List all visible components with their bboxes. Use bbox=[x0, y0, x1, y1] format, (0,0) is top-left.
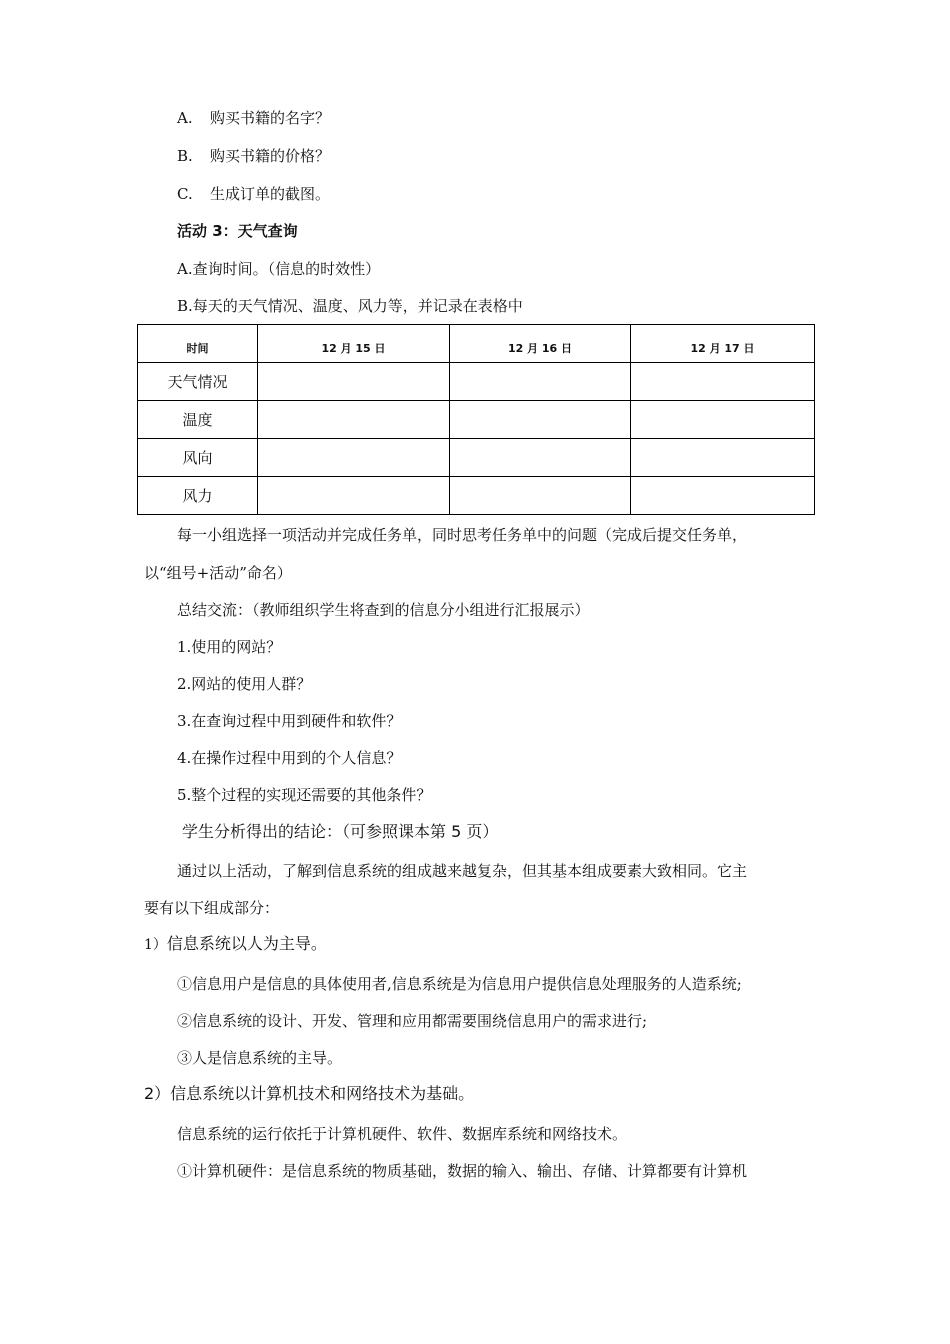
table-cell[interactable] bbox=[631, 363, 815, 401]
table-row bbox=[138, 439, 815, 477]
part1-number: 1） bbox=[144, 937, 167, 953]
question-5: 5.整个过程的实现还需要的其他条件？ bbox=[177, 786, 432, 804]
row-label-temperature: 温度 bbox=[138, 401, 258, 439]
option-letter: C. bbox=[177, 185, 193, 203]
part1-point-1: ①信息用户是信息的具体使用者,信息系统是为信息用户提供信息处理服务的人造系统; bbox=[177, 975, 742, 993]
row-label-wind-force: 风力 bbox=[138, 477, 258, 515]
part2-title: 2）信息系统以计算机技术和网络技术为基础。 bbox=[144, 1084, 475, 1103]
part1-point-3: ③人是信息系统的主导。 bbox=[177, 1049, 343, 1067]
header-date-3: 12 月 17 日 bbox=[631, 325, 815, 363]
task-line-2: 以“组号+活动”命名） bbox=[144, 564, 292, 582]
part1-point-2: ②信息系统的设计、开发、管理和应用都需要围绕信息用户的需求进行; bbox=[177, 1012, 648, 1030]
table-row bbox=[138, 401, 815, 439]
activity3-item-a: A.查询时间。（信息的时效性） bbox=[177, 260, 381, 278]
option-c bbox=[177, 184, 330, 204]
activity3-title: 活动 3：天气查询 bbox=[177, 222, 298, 240]
row-label-weather: 天气情况 bbox=[138, 363, 258, 401]
part2-line-2: ①计算机硬件：是信息系统的物质基础，数据的输入、输出、存储、计算都要有计算机 bbox=[177, 1162, 748, 1180]
table-cell[interactable] bbox=[631, 439, 815, 477]
table-cell[interactable] bbox=[450, 439, 631, 477]
table-header-row bbox=[138, 325, 815, 363]
table-cell[interactable] bbox=[450, 477, 631, 515]
question-2: 2.网站的使用人群？ bbox=[177, 675, 312, 693]
part1-title: 信息系统以人为主导。 bbox=[166, 934, 327, 953]
activity3-item-b: B.每天的天气情况、温度、风力等，并记录在表格中 bbox=[177, 297, 523, 315]
table-cell[interactable] bbox=[258, 401, 450, 439]
conclusion-line-2: 要有以下组成部分： bbox=[144, 899, 280, 917]
header-date-1: 12 月 15 日 bbox=[258, 325, 450, 363]
table-cell[interactable] bbox=[450, 401, 631, 439]
conclusion-title: 学生分析得出的结论：（可参照课本第 5 页） bbox=[182, 822, 499, 841]
table-cell[interactable] bbox=[258, 439, 450, 477]
weather-table bbox=[137, 324, 815, 515]
question-4: 4.在操作过程中用到的个人信息？ bbox=[177, 749, 402, 767]
row-label-wind-direction: 风向 bbox=[138, 439, 258, 477]
option-b bbox=[177, 146, 330, 166]
header-date-2: 12 月 16 日 bbox=[450, 325, 631, 363]
question-3: 3.在查询过程中用到硬件和软件？ bbox=[177, 712, 402, 730]
table-cell[interactable] bbox=[258, 477, 450, 515]
summary-intro: 总结交流：（教师组织学生将查到的信息分小组进行汇报展示） bbox=[177, 601, 590, 619]
question-1: 1.使用的网站？ bbox=[177, 638, 282, 656]
conclusion-line-1: 通过以上活动，了解到信息系统的组成越来越复杂，但其基本组成要素大致相同。它主 bbox=[177, 862, 748, 880]
option-text: 购买书籍的名字？ bbox=[210, 109, 331, 127]
part1-heading bbox=[144, 934, 327, 955]
option-text: 购买书籍的价格？ bbox=[210, 147, 331, 165]
table-cell[interactable] bbox=[258, 363, 450, 401]
header-time: 时间 bbox=[138, 325, 258, 363]
option-letter: A. bbox=[177, 109, 193, 127]
task-line-1: 每一小组选择一项活动并完成任务单，同时思考任务单中的问题（完成后提交任务单， bbox=[177, 526, 748, 544]
table-cell[interactable] bbox=[450, 363, 631, 401]
table-cell[interactable] bbox=[631, 401, 815, 439]
option-a bbox=[177, 108, 330, 128]
table-row bbox=[138, 477, 815, 515]
table-cell[interactable] bbox=[631, 477, 815, 515]
part2-line-1: 信息系统的运行依托于计算机硬件、软件、数据库系统和网络技术。 bbox=[177, 1125, 628, 1143]
option-text: 生成订单的截图。 bbox=[210, 185, 331, 203]
option-letter: B. bbox=[177, 147, 193, 165]
table-row bbox=[138, 363, 815, 401]
